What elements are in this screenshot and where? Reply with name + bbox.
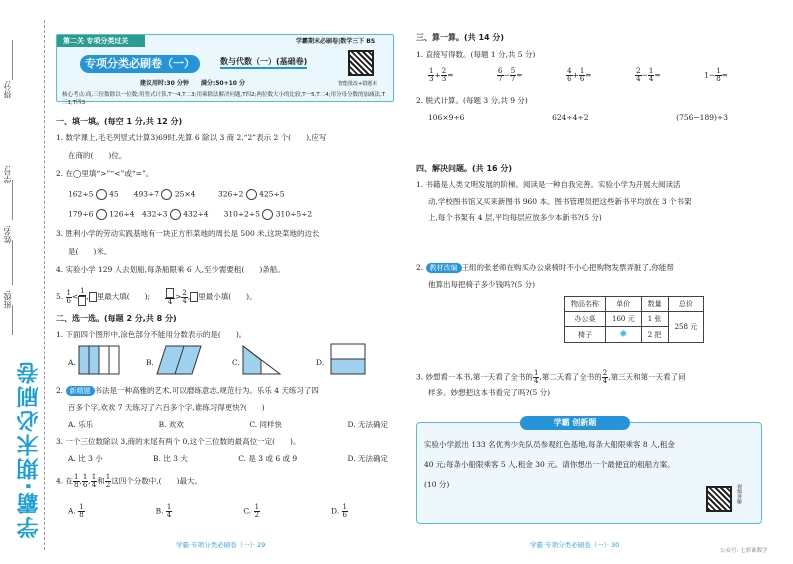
option-a[interactable]: A. 乐乐 xyxy=(68,420,94,429)
page-title: 专项分类必刷卷（一） xyxy=(80,55,200,73)
s4-q1-line1: 1. 书籍是人类文明发展的阶梯。阅读是一种自我完善。实验小学为开展大阅读活 xyxy=(416,180,681,189)
option-b[interactable]: B. 比 3 大 xyxy=(153,454,188,463)
s2-q3-options xyxy=(68,454,388,464)
s2-q2-line1: 2. 新精题 书法是一种高雅的艺术,可以磨练意志,规范行为。乐乐 4 天练习了四 xyxy=(56,386,319,395)
invoice-table: 物品名称 单价 数量 总价 办公桌 160 元 1 张 258 元 椅子 ✸ 2 把 xyxy=(564,296,704,343)
s1-q5: 5. $\frac{1}{6}$ < 1 , 里最大填( ); 4 > $\frac{2}{4}$ , 里最小填( )。 xyxy=(56,287,257,306)
option-b[interactable]: B. 欢欢 xyxy=(158,420,184,429)
s1-q1-line1: 1. 数学课上,毛毛列竖式计算3)69时,先算 6 除以 3 商 2,“2”表示 2 个( ),应写 xyxy=(56,133,327,142)
compare-blank[interactable] xyxy=(161,189,172,200)
fill-box[interactable] xyxy=(166,288,174,298)
innov-line1: 实验小学派出 133 名优秀少先队员参观红色基地,每条大船限乘客 8 人,租金 xyxy=(424,440,675,449)
id-line xyxy=(12,180,13,220)
s3-q1-items: $\frac{1}{3}$ + $\frac{2}{3}$ = $\frac{6}{7}$ − $\frac{5}{7}$ = $\frac{4}{6}$ + $\frac{1}{6}$ = $\frac{2}{4}$ − $\frac{1}{4}$ = 1− $\frac{1}{8}$ = xyxy=(429,67,728,83)
s2-q4-options xyxy=(68,504,348,519)
innov-line2: 40 元;每条小船限乘客 5 人,租金 30 元。请你想出一个最便宜的租船方案。 xyxy=(424,460,675,469)
shape-c xyxy=(242,345,282,375)
s3-q2-items: 106×9÷6 624÷4÷2 (756−189)÷3 xyxy=(428,113,728,122)
class-label: 班级: xyxy=(3,290,12,309)
s1-q2: 2. 在◯里填“>”“<”或“=”。 xyxy=(56,169,154,178)
option-c[interactable]: C. 是 3 或 6 或 9 xyxy=(238,454,298,463)
video-qr-icon[interactable] xyxy=(706,486,732,512)
video-caption: 视频讲解 xyxy=(736,484,742,504)
cut-line xyxy=(44,20,45,550)
name-line xyxy=(12,240,13,285)
footer-left: 学霸·专项分类必刷卷（一）· 29 xyxy=(176,541,266,549)
s1-q3-line2: 是( )米。 xyxy=(68,247,112,256)
section2-title: 二、选一选。(每题 2 分,共 8 分) xyxy=(56,314,177,323)
option-c[interactable]: C. 同样快 xyxy=(249,420,283,429)
s4-q2-line2: 他算出每把椅子多少钱吗?(5 分) xyxy=(428,280,536,289)
section1-title: 一、填一填。(每空 1 分,共 12 分) xyxy=(56,117,183,126)
series-label: 学霸期末必刷卷|数学三下 BS xyxy=(296,38,376,45)
compare-blank[interactable] xyxy=(96,189,107,200)
option-d[interactable]: D. 无法确定 xyxy=(347,454,388,463)
section-tag: 第二关 专项分类过关 xyxy=(57,35,145,47)
option-b[interactable]: B. $\frac{1}{4}$ xyxy=(155,503,172,519)
stain-icon: ✸ xyxy=(606,327,642,343)
compare-blank[interactable] xyxy=(262,209,273,220)
score-line xyxy=(12,40,13,80)
innov-line3: (10 分) xyxy=(424,480,450,489)
s4-q3-line1: 3. 妙想看一本书,第一天看了全书的 $\frac{1}{4}$ ,第二天看了全书的 $\frac{2}{4}$ ,第三天和第一天看了同 xyxy=(416,369,686,385)
option-a[interactable]: A. 比 3 小 xyxy=(68,454,103,463)
s1-q1-line2: 在商的( )位。 xyxy=(68,151,127,160)
fill-box[interactable] xyxy=(78,296,86,306)
s2-q1: 1. 下面四个图形中,涂色部分不能用分数表示的是( )。 xyxy=(56,330,247,339)
s3-q1: 1. 直接写得数。(每题 1 分,共 5 分) xyxy=(416,50,536,59)
score-label: 得分: xyxy=(3,80,12,99)
s1-q2-row1: 162÷5 45 493÷7 25×4 326÷2 425÷5 xyxy=(68,189,285,199)
compare-blank[interactable] xyxy=(246,189,257,200)
s4-q2-line1: 2. 教材改编 王组的张老师在购买办公桌椅时不小心把购物发票弄脏了,你能帮 xyxy=(416,263,674,272)
s3-q2: 2. 脱式计算。(每题 3 分,共 9 分) xyxy=(416,96,528,105)
compare-blank[interactable] xyxy=(170,209,181,220)
s4-q1-line2: 动,学校图书馆又买来新图书 960 本。图书管理员把这些新书平均放在 3 个书架 xyxy=(428,197,692,206)
option-a[interactable]: A. $\frac{1}{8}$ xyxy=(68,503,84,519)
s2-q1-opt-d[interactable]: D. xyxy=(316,358,325,367)
time-score: 建议用时:30 分钟 满分:50+10 分 xyxy=(140,80,246,87)
option-d[interactable]: D. $\frac{1}{6}$ xyxy=(330,503,347,519)
s1-q2-row2: 179÷6 126÷4 432÷3 432÷4 310÷2÷5 310÷5÷2 xyxy=(68,209,313,219)
s4-q1-line3: 上,每个书架有 4 层,平均每层应放多少本新书?(5 分) xyxy=(428,213,602,222)
compare-blank[interactable] xyxy=(96,209,107,220)
s2-q3: 3. 一个三位数除以 3,商的末尾有两个 0,这个三位数的最高位一定( )。 xyxy=(56,437,301,446)
watermark: 公众号: 七彩谁数学 xyxy=(720,548,768,554)
s2-q1-opt-a[interactable]: A. xyxy=(68,358,76,367)
binding-sidebar xyxy=(0,0,48,564)
s2-q1-opt-c[interactable]: C. xyxy=(232,358,240,367)
qr-code-icon[interactable] xyxy=(348,50,374,76)
section3-title: 三、算一算。(共 14 分) xyxy=(416,33,505,42)
class-line xyxy=(12,305,13,335)
qr-caption: 智能批改+错题本 xyxy=(338,81,378,87)
student-id-label: 学号: xyxy=(3,165,12,184)
knowledge-points: 核心考点:商,三位数除以一位数;用竖式计算,T一4,T二3;用乘除法解决问题,T四2;两位数大小的比较,T一5,T二4;用分母分数的加减法,T三1,T四3 xyxy=(62,92,386,106)
shape-b xyxy=(156,345,202,375)
s2-q2-options xyxy=(68,420,388,430)
section4-title: 四、解决问题。(共 16 分) xyxy=(416,164,513,173)
textbook-badge: 教材改编 xyxy=(426,263,462,273)
page-subtitle: 数与代数（一）(基础卷) xyxy=(220,56,307,69)
s1-q3-line1: 3. 胜利小学的劳动实践基地有一块正方形菜地的周长是 500 米,这块菜地的边长 xyxy=(56,229,320,238)
s1-q4: 4. 实验小学 129 人去划船,每条船限乘 6 人,至少需要租( )条船。 xyxy=(56,265,285,274)
innovation-tag: 学霸 创新题 xyxy=(520,416,630,430)
name-label: 姓名: xyxy=(3,225,12,244)
option-d[interactable]: D. 无法确定 xyxy=(347,420,388,429)
new-question-badge: 新精题 xyxy=(66,386,95,396)
fill-box[interactable] xyxy=(89,292,97,302)
footer-right: 学霸·专项分类必刷卷（一）· 30 xyxy=(530,541,620,549)
brand-logo: 学霸·期末必刷卷 xyxy=(17,360,42,539)
option-c[interactable]: C. $\frac{1}{2}$ xyxy=(243,503,260,519)
s2-q2-line2: 百多个字,欢欢 7 天练习了六百多个字,谁练习得更快?( ) xyxy=(68,403,265,412)
shape-d xyxy=(330,343,366,375)
s4-q3-line2: 样多。妙想把这本书看完了吗?(5 分) xyxy=(428,388,551,397)
s2-q4: 4. 在 $\frac{1}{8}$ , $\frac{1}{6}$ , $\frac{1}{4}$ 和 $\frac{1}{2}$ 这四个分数中,( )最大。 xyxy=(56,473,202,489)
shape-a xyxy=(78,345,120,375)
s2-q1-opt-b[interactable]: B. xyxy=(146,358,154,367)
